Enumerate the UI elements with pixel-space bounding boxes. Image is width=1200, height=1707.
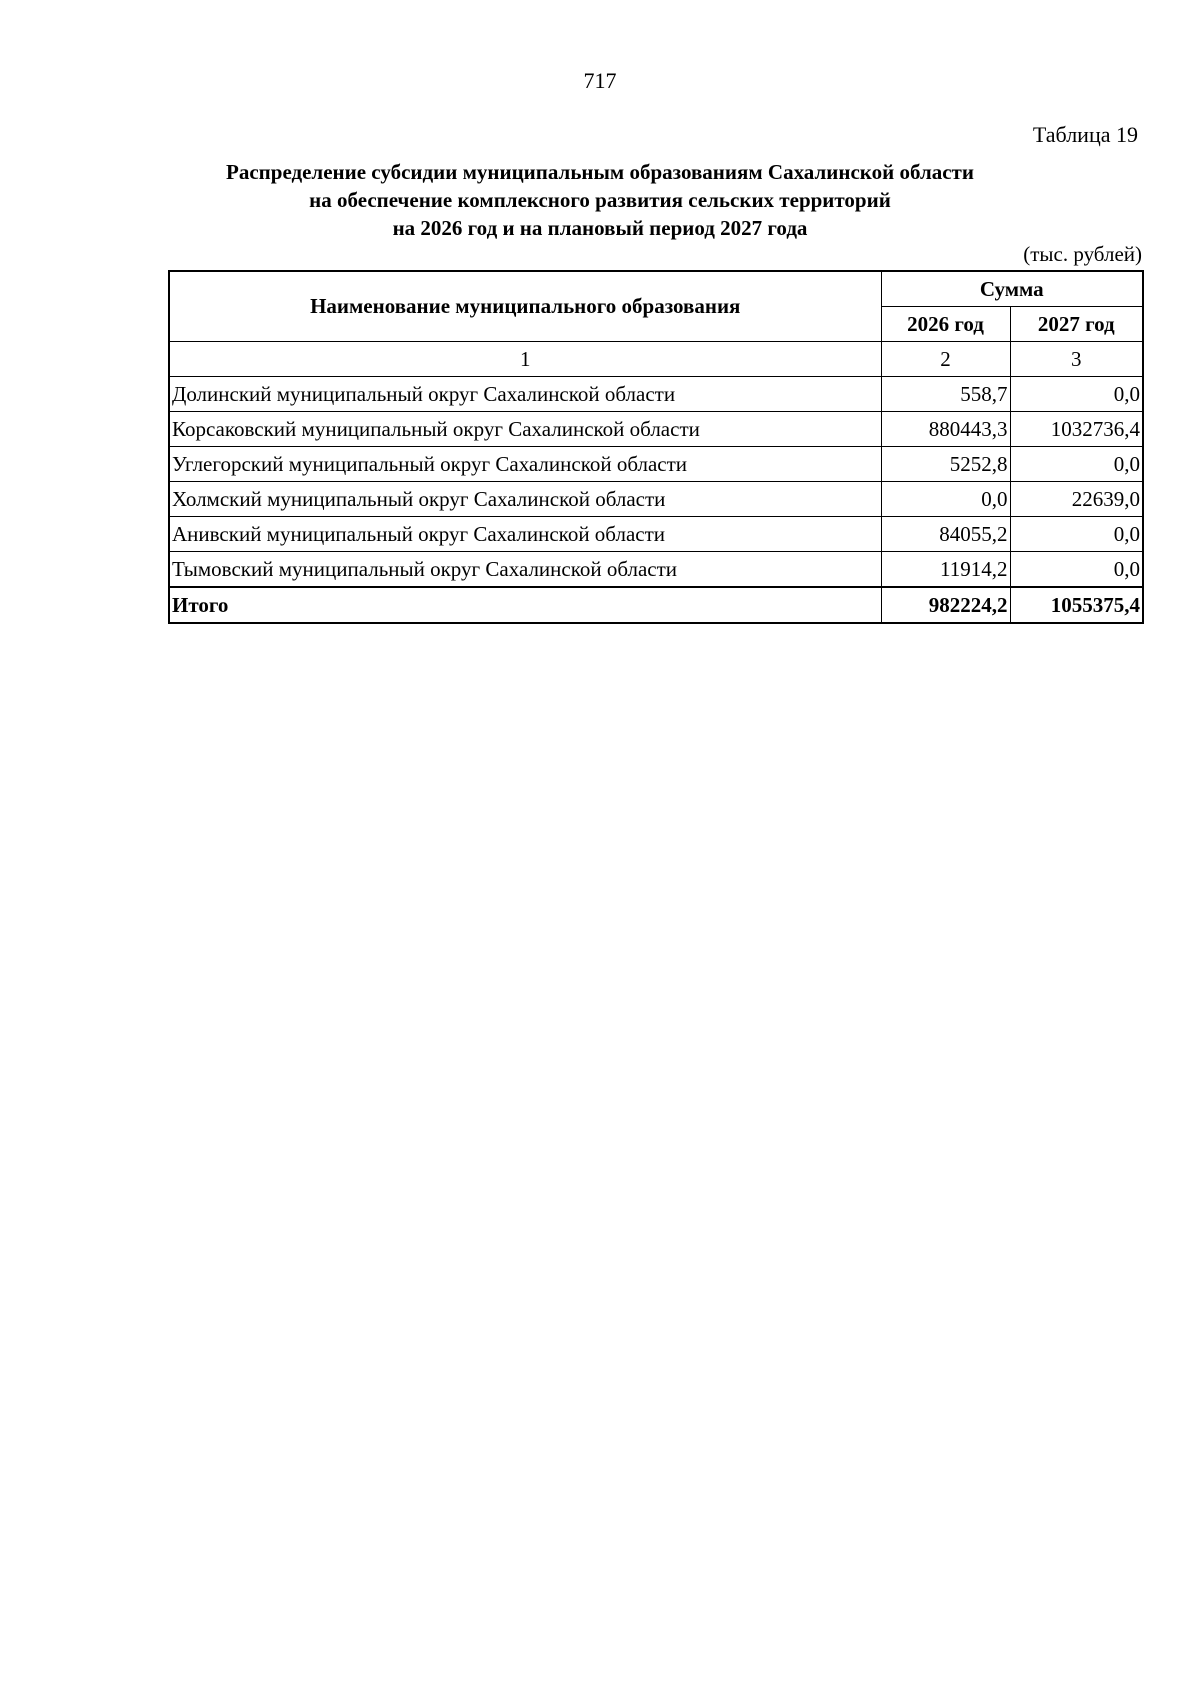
amount-2027: 22639,0	[1010, 482, 1143, 517]
amount-2026: 11914,2	[881, 552, 1010, 588]
total-2026: 982224,2	[881, 587, 1010, 623]
page-number: 717	[583, 68, 617, 93]
total-2027: 1055375,4	[1010, 587, 1143, 623]
index-cell: 3	[1010, 342, 1143, 377]
document-title	[150, 158, 1050, 242]
total-row	[169, 587, 1143, 623]
table-label: Таблица 19	[1032, 122, 1138, 147]
table-row	[169, 552, 1143, 588]
municipality-name: Тымовский муниципальный округ Сахалинской области	[169, 552, 881, 588]
title-line: Распределение субсидии муниципальным образованиям Сахалинской области	[226, 160, 974, 184]
table-row	[169, 482, 1143, 517]
amount-2026: 5252,8	[881, 447, 1010, 482]
amount-2026: 558,7	[881, 377, 1010, 412]
amount-2026: 880443,3	[881, 412, 1010, 447]
table-row	[169, 377, 1143, 412]
header-year-2027: 2027 год	[1010, 307, 1143, 342]
table-row	[169, 517, 1143, 552]
index-row	[169, 342, 1143, 377]
amount-2027: 0,0	[1010, 517, 1143, 552]
subsidy-table	[168, 270, 1144, 624]
municipality-name: Анивский муниципальный округ Сахалинской области	[169, 517, 881, 552]
amount-2027: 0,0	[1010, 377, 1143, 412]
amount-2026: 0,0	[881, 482, 1010, 517]
total-label: Итого	[169, 587, 881, 623]
amount-2027: 1032736,4	[1010, 412, 1143, 447]
municipality-name: Холмский муниципальный округ Сахалинской области	[169, 482, 881, 517]
title-line: на обеспечение комплексного развития сельских территорий	[309, 188, 891, 212]
index-cell: 2	[881, 342, 1010, 377]
municipality-name: Корсаковский муниципальный округ Сахалинской области	[169, 412, 881, 447]
index-cell: 1	[169, 342, 881, 377]
table-row	[169, 412, 1143, 447]
amount-2026: 84055,2	[881, 517, 1010, 552]
header-year-2026: 2026 год	[881, 307, 1010, 342]
table-row	[169, 447, 1143, 482]
municipality-name: Долинский муниципальный округ Сахалинской области	[169, 377, 881, 412]
header-name: Наименование муниципального образования	[169, 271, 881, 342]
municipality-name: Углегорский муниципальный округ Сахалинской области	[169, 447, 881, 482]
title-line: на 2026 год и на плановый период 2027 года	[392, 216, 808, 240]
amount-2027: 0,0	[1010, 552, 1143, 588]
header-sum: Сумма	[881, 271, 1143, 307]
header-row	[169, 271, 1143, 307]
amount-2027: 0,0	[1010, 447, 1143, 482]
units-note: (тыс. рублей)	[1023, 242, 1142, 266]
